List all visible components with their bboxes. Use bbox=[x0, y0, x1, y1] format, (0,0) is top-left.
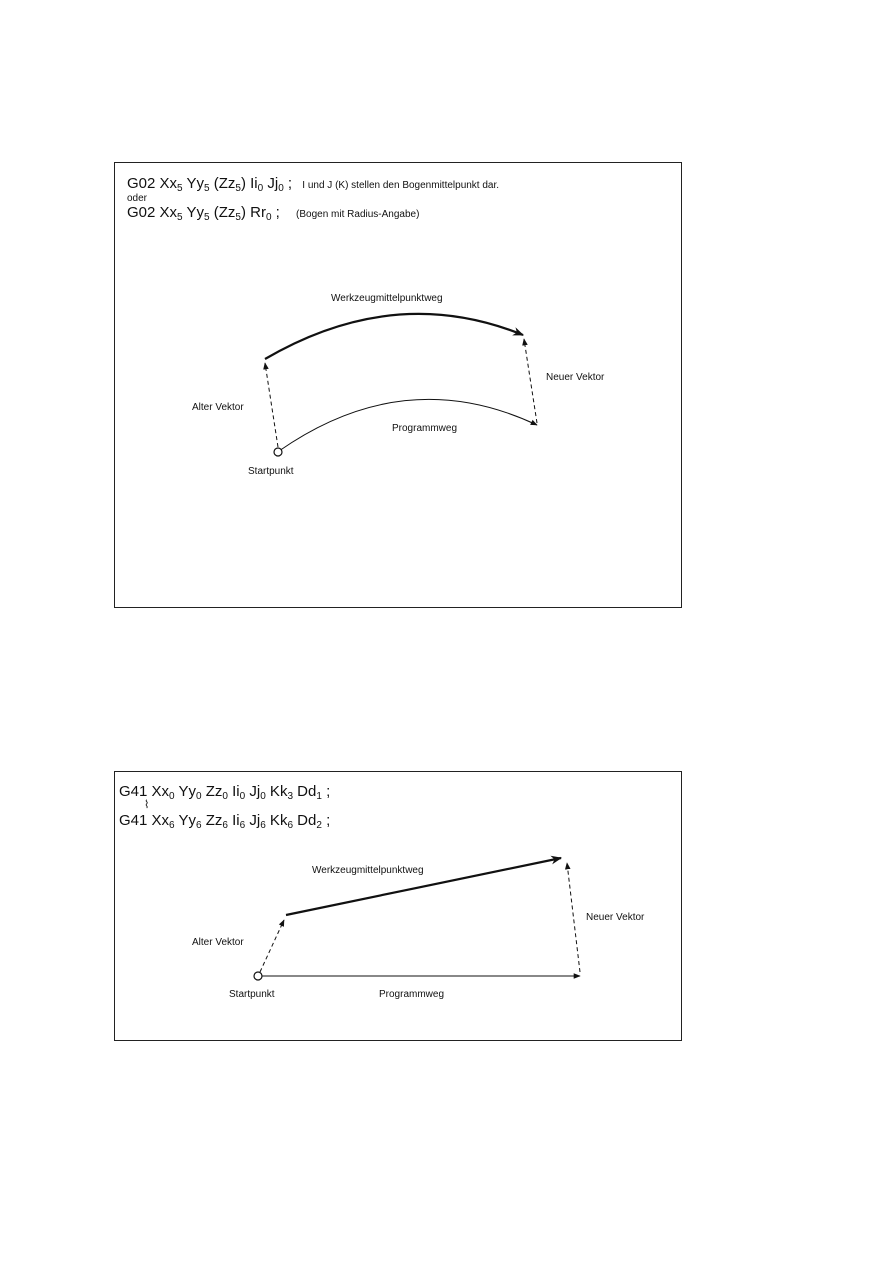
g02-center-command: G02 $Xx_5$ $Yy_5$ $(Zz_5)$ $Ii_0$ $Jj_0$ ; I und J (K) stellen den Bogenmittelpunkt dar. bbox=[127, 175, 500, 194]
g41-end-command: G41 $Xx_6$ $Yy_6$ $Zz_6$ $Ii_6$ $Jj_6$ $Kk_6$ $Dd_2$ ; bbox=[119, 812, 331, 831]
start-point-circle bbox=[254, 972, 262, 980]
old-vector-arrow bbox=[265, 363, 278, 447]
old-vector-arrow bbox=[260, 920, 284, 972]
oder-label: oder bbox=[127, 193, 148, 204]
new-vector-label: Neuer Vektor bbox=[546, 372, 605, 383]
new-vector-label: Neuer Vektor bbox=[586, 912, 645, 923]
old-vector-label: Alter Vektor bbox=[192, 402, 244, 413]
tool-path-arc bbox=[265, 314, 523, 359]
radius-note: (Bogen mit Radius-Angabe) bbox=[296, 209, 420, 220]
arc-diagram bbox=[115, 163, 683, 609]
new-vector-arrow bbox=[567, 863, 580, 972]
linear-compensation-panel bbox=[114, 771, 682, 1041]
center-note: I und J (K) stellen den Bogenmittelpunkt dar. bbox=[302, 180, 500, 191]
linear-diagram bbox=[115, 772, 683, 1042]
program-path-label: Programmweg bbox=[392, 423, 458, 434]
tool-path-label: Werkzeugmittelpunktweg bbox=[331, 293, 443, 304]
arc-compensation-panel bbox=[114, 162, 682, 608]
g41-start-command: G41 $Xx_0$ $Yy_0$ $Zz_0$ $Ii_0$ $Jj_0$ $Kk_3$ $Dd_1$ ; bbox=[119, 783, 331, 802]
new-vector-arrow bbox=[524, 339, 537, 423]
program-path-label: Programmweg bbox=[379, 989, 445, 1000]
tool-path-label: Werkzeugmittelpunktweg bbox=[312, 865, 424, 876]
start-point-label: Startpunkt bbox=[248, 466, 294, 477]
sequence-separator: ⌇ bbox=[144, 799, 150, 811]
start-point-circle bbox=[274, 448, 282, 456]
old-vector-label: Alter Vektor bbox=[192, 937, 244, 948]
g02-radius-command: G02 $Xx_5$ $Yy_5$ $(Zz_5)$ $Rr_0$ ; (Bogen mit Radius-Angabe) bbox=[127, 204, 420, 223]
start-point-label: Startpunkt bbox=[229, 989, 275, 1000]
